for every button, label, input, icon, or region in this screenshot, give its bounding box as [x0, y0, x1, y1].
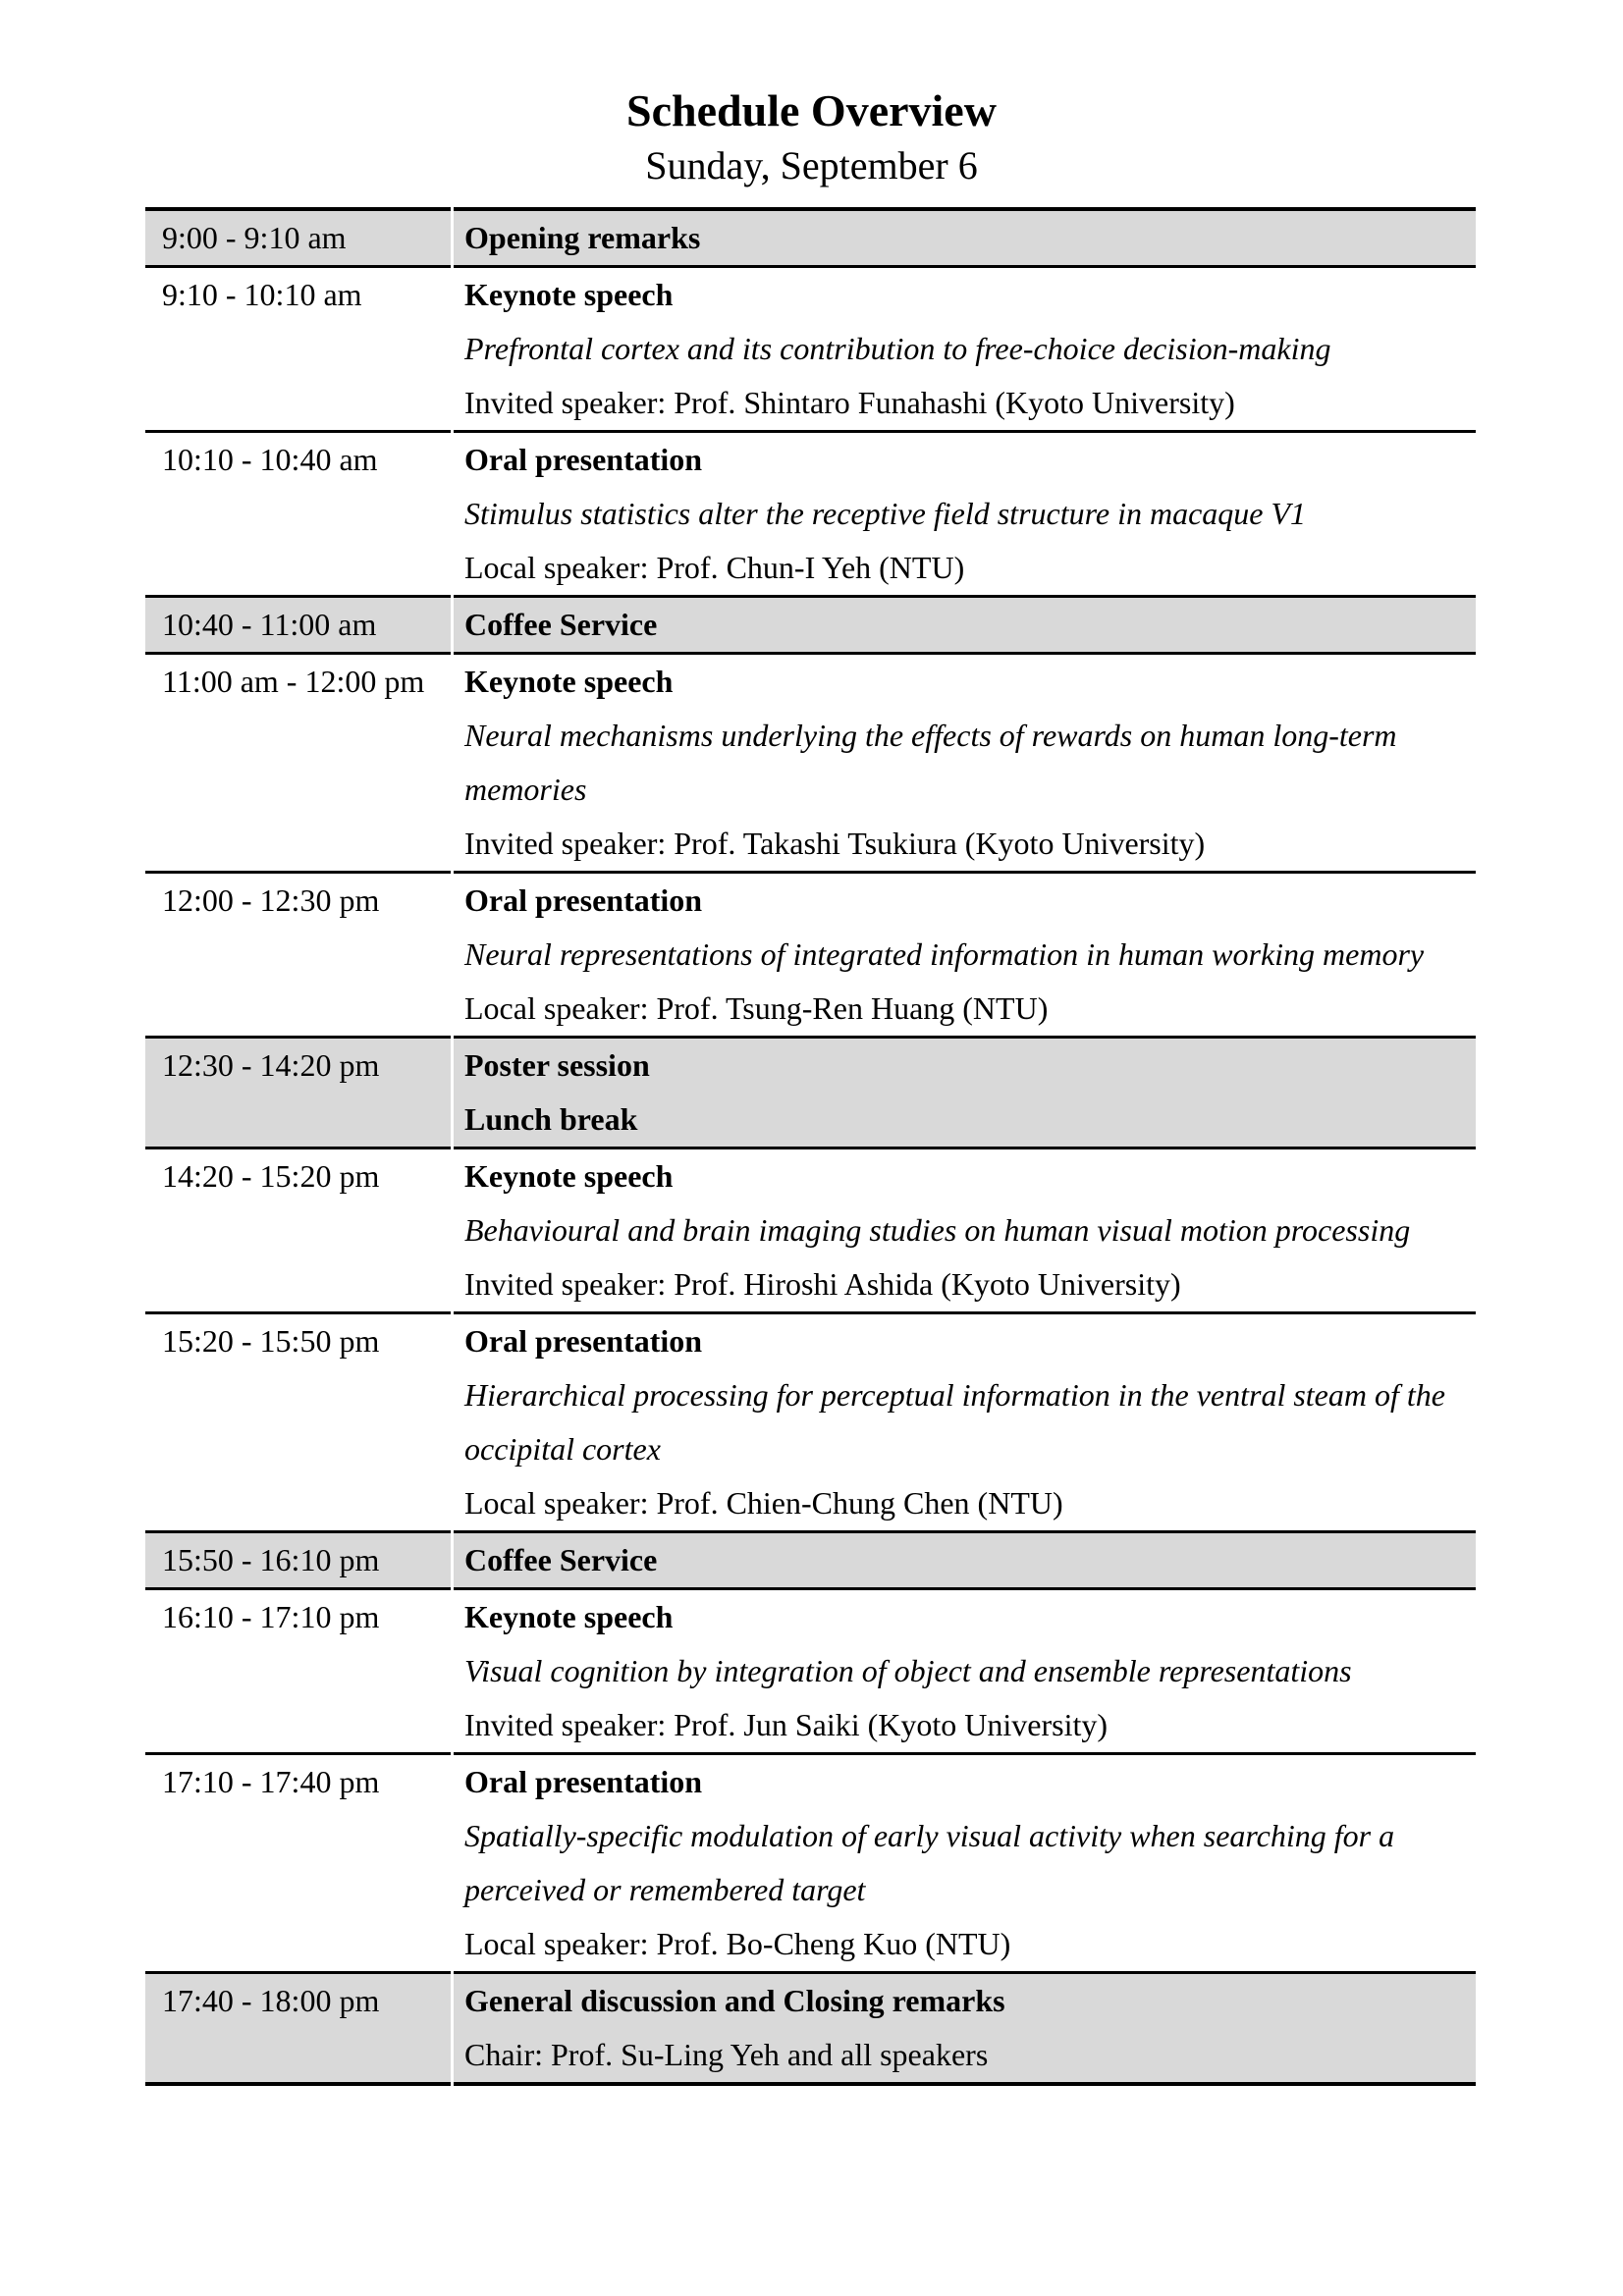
event-line: Oral presentation: [464, 882, 703, 918]
event-cell: [450, 1039, 1476, 1147]
time-cell: 9:00 - 9:10 am: [162, 220, 347, 255]
event-line: Oral presentation: [464, 1764, 703, 1799]
time-cell: 9:10 - 10:10 am: [162, 277, 362, 312]
time-cell: 12:30 - 14:20 pm: [162, 1047, 380, 1083]
event-line: Spatially-specific modulation of early visual activity when searching for a: [464, 1818, 1395, 1853]
event-line: Invited speaker: Prof. Shintaro Funahashi (Kyoto University): [464, 385, 1235, 420]
event-cell: [450, 1755, 1476, 1971]
event-line: Keynote speech: [464, 277, 674, 312]
event-cell: [450, 598, 1476, 652]
event-cell: [450, 655, 1476, 871]
event-cell: [450, 1533, 1476, 1587]
event-line: General discussion and Closing remarks: [464, 1983, 1005, 2018]
table-row: [145, 1149, 1476, 1314]
event-line: Oral presentation: [464, 1323, 703, 1359]
event-line: Poster session: [464, 1047, 650, 1083]
time-cell: 12:00 - 12:30 pm: [162, 882, 380, 918]
time-cell: 14:20 - 15:20 pm: [162, 1158, 380, 1194]
table-row: [145, 1974, 1476, 2086]
table-row: [145, 268, 1476, 433]
time-cell: 15:50 - 16:10 pm: [162, 1542, 380, 1577]
event-line: Neural mechanisms underlying the effects of rewards on human long-term: [464, 718, 1397, 753]
event-cell: [450, 1149, 1476, 1311]
event-line: Stimulus statistics alter the receptive field structure in macaque V1: [464, 496, 1307, 531]
page-title: Schedule Overview: [626, 85, 997, 135]
table-row: [145, 655, 1476, 874]
event-cell: [450, 1974, 1476, 2082]
time-cell: 10:40 - 11:00 am: [162, 607, 377, 642]
event-line: Visual cognition by integration of object and ensemble representations: [464, 1653, 1352, 1688]
event-line: Invited speaker: Prof. Jun Saiki (Kyoto University): [464, 1707, 1108, 1742]
event-line: Invited speaker: Prof. Takashi Tsukiura (Kyoto University): [464, 826, 1206, 861]
event-line: Local speaker: Prof. Tsung-Ren Huang (NTU): [464, 990, 1049, 1026]
table-row: [145, 433, 1476, 598]
time-cell: 17:40 - 18:00 pm: [162, 1983, 380, 2018]
event-line: Behavioural and brain imaging studies on human visual motion processing: [464, 1212, 1411, 1248]
event-cell: [450, 874, 1476, 1036]
event-line: Oral presentation: [464, 442, 703, 477]
schedule-table-body: [145, 211, 1476, 2086]
column-divider: [451, 207, 454, 2086]
event-line: Invited speaker: Prof. Hiroshi Ashida (Kyoto University): [464, 1266, 1181, 1302]
table-row: [145, 1755, 1476, 1974]
event-cell: [450, 1590, 1476, 1752]
event-line: memories: [464, 772, 587, 807]
time-cell: 17:10 - 17:40 pm: [162, 1764, 380, 1799]
event-cell: [450, 1314, 1476, 1530]
time-cell: 15:20 - 15:50 pm: [162, 1323, 380, 1359]
event-line: occipital cortex: [464, 1431, 661, 1467]
event-line: Prefrontal cortex and its contribution to free-choice decision-making: [464, 331, 1331, 366]
event-line: Keynote speech: [464, 664, 674, 699]
event-line: Keynote speech: [464, 1599, 674, 1634]
event-line: Opening remarks: [464, 220, 701, 255]
event-line: Keynote speech: [464, 1158, 674, 1194]
event-line: Local speaker: Prof. Chun-I Yeh (NTU): [464, 550, 965, 585]
table-row: [145, 598, 1476, 655]
table-row: [145, 1590, 1476, 1755]
event-line: Coffee Service: [464, 1542, 658, 1577]
time-cell: 11:00 am - 12:00 pm: [162, 664, 425, 699]
table-row: [145, 1533, 1476, 1590]
table-row: [145, 874, 1476, 1039]
event-line: Neural representations of integrated information in human working memory: [464, 936, 1425, 972]
time-cell: 16:10 - 17:10 pm: [162, 1599, 380, 1634]
event-cell: [450, 268, 1476, 430]
event-line: Coffee Service: [464, 607, 658, 642]
event-line: Hierarchical processing for perceptual information in the ventral steam of the: [464, 1377, 1445, 1413]
table-row: [145, 1314, 1476, 1533]
event-line: Local speaker: Prof. Chien-Chung Chen (NTU): [464, 1485, 1063, 1521]
schedule-table: [145, 207, 1476, 2086]
event-line: perceived or remembered target: [464, 1872, 866, 1907]
time-cell: 10:10 - 10:40 am: [162, 442, 378, 477]
event-line: Local speaker: Prof. Bo-Cheng Kuo (NTU): [464, 1926, 1011, 1961]
schedule-date: Sunday, September 6: [645, 143, 978, 187]
table-row: [145, 1039, 1476, 1149]
event-cell: [450, 211, 1476, 265]
event-line: Lunch break: [464, 1101, 638, 1137]
event-cell: [450, 433, 1476, 595]
table-row: [145, 211, 1476, 268]
event-line: Chair: Prof. Su-Ling Yeh and all speakers: [464, 2037, 989, 2072]
